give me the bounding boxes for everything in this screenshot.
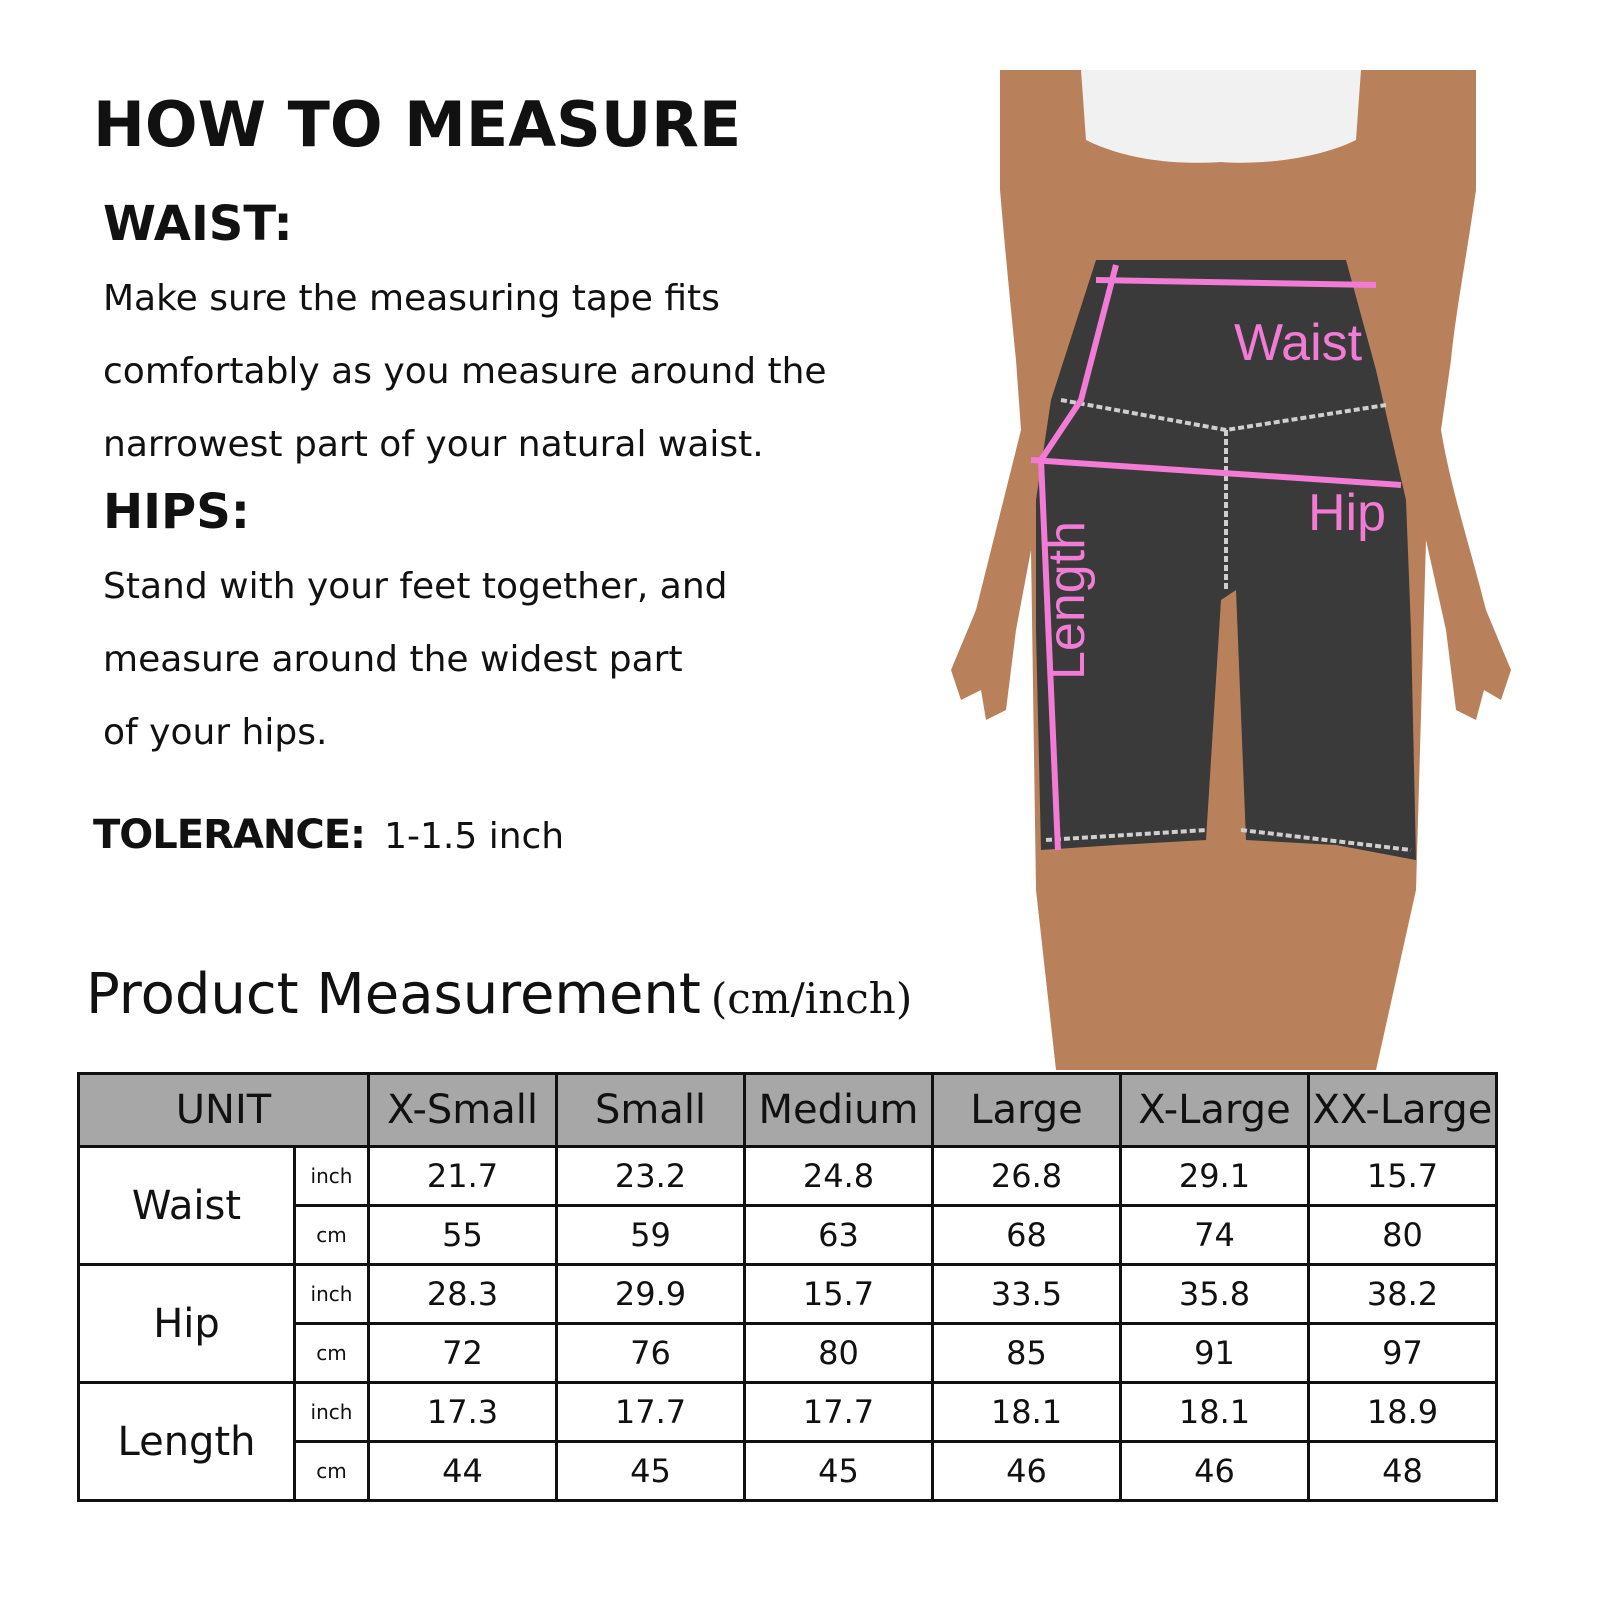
- table-cell: 17.7: [745, 1383, 933, 1442]
- table-cell: 45: [745, 1442, 933, 1501]
- unit-label: inch: [295, 1265, 369, 1324]
- hips-heading: HIPS:: [103, 484, 250, 540]
- table-header-row: [79, 1074, 1497, 1147]
- table-cell: 28.3: [369, 1265, 557, 1324]
- table-cell: 18.1: [933, 1383, 1121, 1442]
- product-measurement-heading: Product Measurement: [86, 962, 701, 1027]
- shorts-model-photo: [936, 70, 1534, 1070]
- table-cell: 23.2: [557, 1147, 745, 1206]
- table-cell: 68: [933, 1206, 1121, 1265]
- waist-line: Make sure the measuring tape fits: [103, 278, 720, 319]
- measurement-name: Length: [79, 1383, 295, 1501]
- tolerance-value: 1-1.5 inch: [384, 816, 565, 857]
- size-header: Small: [557, 1074, 745, 1147]
- hips-line: Stand with your feet together, and: [103, 566, 728, 607]
- table-cell: 38.2: [1309, 1265, 1497, 1324]
- table-cell: 18.1: [1121, 1383, 1309, 1442]
- table-cell: 24.8: [745, 1147, 933, 1206]
- table-cell: 97: [1309, 1324, 1497, 1383]
- sports-bra: [1081, 70, 1361, 163]
- table-cell: 45: [557, 1442, 745, 1501]
- table-cell: 63: [745, 1206, 933, 1265]
- unit-label: cm: [295, 1442, 369, 1501]
- table-row: [79, 1265, 1497, 1324]
- hips-line: of your hips.: [103, 712, 328, 753]
- table-cell: 29.1: [1121, 1147, 1309, 1206]
- table-cell: 72: [369, 1324, 557, 1383]
- page-title: HOW TO MEASURE: [93, 88, 742, 161]
- table-cell: 44: [369, 1442, 557, 1501]
- size-chart-table: [77, 1072, 1498, 1502]
- table-cell: 80: [745, 1324, 933, 1383]
- unit-label: cm: [295, 1324, 369, 1383]
- table-cell: 26.8: [933, 1147, 1121, 1206]
- table-cell: 17.3: [369, 1383, 557, 1442]
- unit-label: cm: [295, 1206, 369, 1265]
- table-cell: 46: [933, 1442, 1121, 1501]
- unit-label: inch: [295, 1383, 369, 1442]
- table-cell: 35.8: [1121, 1265, 1309, 1324]
- unit-header: UNIT: [79, 1074, 369, 1147]
- tolerance-label: TOLERANCE:: [93, 812, 366, 858]
- table-cell: 74: [1121, 1206, 1309, 1265]
- product-measurement-title: [86, 962, 912, 1027]
- table-cell: 91: [1121, 1324, 1309, 1383]
- table-cell: 15.7: [1309, 1147, 1497, 1206]
- table-cell: 59: [557, 1206, 745, 1265]
- size-header: Large: [933, 1074, 1121, 1147]
- measurement-name: Waist: [79, 1147, 295, 1265]
- table-cell: 18.9: [1309, 1383, 1497, 1442]
- table-cell: 21.7: [369, 1147, 557, 1206]
- tolerance: [93, 812, 564, 858]
- hip-photo-label: Hip: [1308, 484, 1387, 542]
- table-cell: 15.7: [745, 1265, 933, 1324]
- waist-photo-label: Waist: [1234, 314, 1363, 372]
- waist-line: comfortably as you measure around the: [103, 351, 827, 392]
- measurement-name: Hip: [79, 1265, 295, 1383]
- size-header: Medium: [745, 1074, 933, 1147]
- waist-instructions: [103, 262, 827, 481]
- table-cell: 85: [933, 1324, 1121, 1383]
- table-cell: 17.7: [557, 1383, 745, 1442]
- waist-heading: WAIST:: [103, 196, 293, 252]
- table-cell: 29.9: [557, 1265, 745, 1324]
- size-header: X-Large: [1121, 1074, 1309, 1147]
- table-cell: 46: [1121, 1442, 1309, 1501]
- size-header: XX-Large: [1309, 1074, 1497, 1147]
- size-header: X-Small: [369, 1074, 557, 1147]
- table-row: [79, 1147, 1497, 1206]
- table-row: [79, 1383, 1497, 1442]
- unit-label: inch: [295, 1147, 369, 1206]
- table-cell: 33.5: [933, 1265, 1121, 1324]
- table-cell: 48: [1309, 1442, 1497, 1501]
- length-photo-label: Length: [1038, 520, 1096, 680]
- table-cell: 55: [369, 1206, 557, 1265]
- product-measurement-unit: (cm/inch): [710, 974, 913, 1023]
- table-cell: 76: [557, 1324, 745, 1383]
- table-cell: 80: [1309, 1206, 1497, 1265]
- hips-line: measure around the widest part: [103, 639, 683, 680]
- waist-line: narrowest part of your natural waist.: [103, 424, 764, 465]
- hips-instructions: [103, 550, 728, 769]
